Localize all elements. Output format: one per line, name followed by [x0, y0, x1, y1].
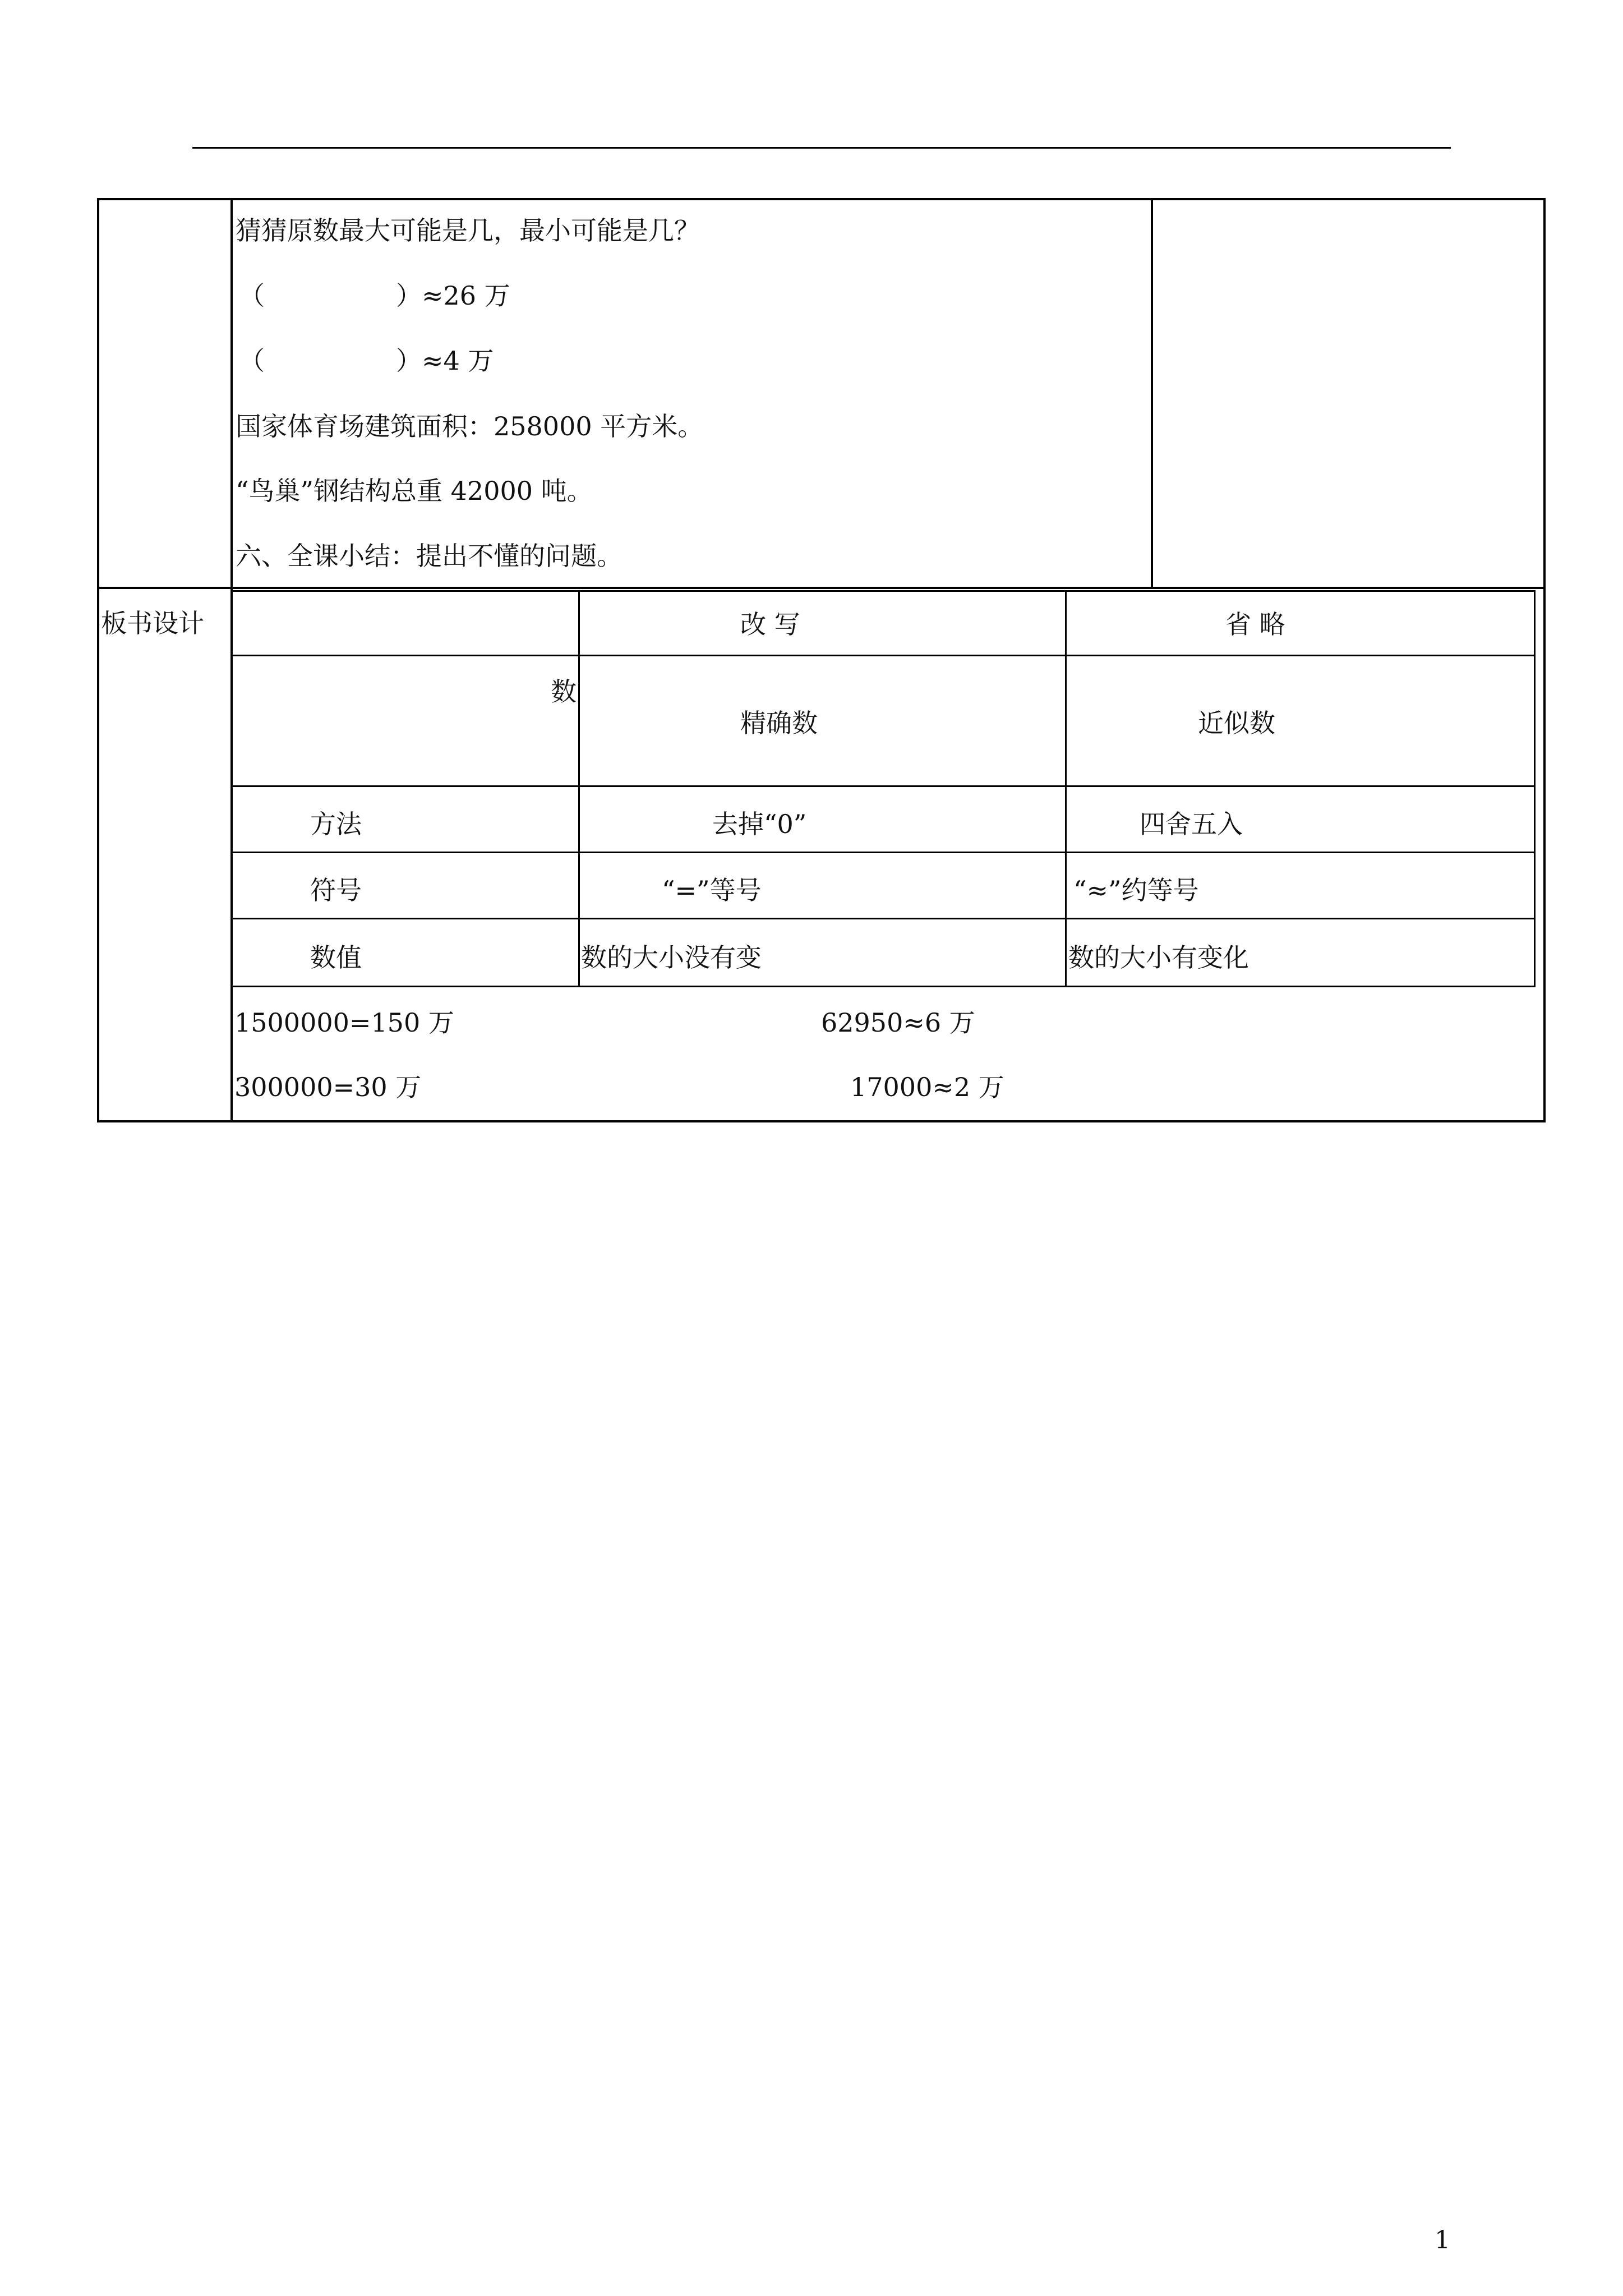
- row-number-approx-cell: [1065, 655, 1536, 787]
- method-round: 四舍五入: [1140, 809, 1243, 839]
- approx-number: 近似数: [1198, 708, 1275, 738]
- lesson-summary: 六、全课小结：提出不懂的问题。: [236, 541, 623, 571]
- example-2-rewrite: 300000=30 万: [234, 1072, 422, 1102]
- column-divider-notes: [1151, 198, 1153, 588]
- row-method-label: 方法: [310, 809, 362, 839]
- row-method-rewrite-cell: [578, 785, 1067, 853]
- symbol-approx: “≈”约等号: [1073, 875, 1199, 905]
- symbol-equals: “=”等号: [662, 875, 762, 905]
- page-number: 1: [1435, 2226, 1450, 2254]
- blank-paren-open: （: [239, 346, 265, 376]
- row-number-label: 数: [551, 677, 577, 707]
- header-cell-empty: [231, 590, 580, 656]
- stadium-area: 国家体育场建筑面积：258000 平方米。: [236, 411, 704, 441]
- value-changed: 数的大小有变化: [1068, 942, 1249, 973]
- header-cell-omit: [1065, 590, 1536, 656]
- example-1-rewrite: 1500000=150 万: [234, 1007, 454, 1038]
- row-value-label-cell: [231, 918, 580, 987]
- value-unchanged: 数的大小没有变: [581, 942, 762, 973]
- row-symbol-rewrite-cell: [578, 852, 1067, 919]
- row-method-omit-cell: [1065, 785, 1536, 853]
- example-1-approx: 62950≈6 万: [821, 1007, 975, 1038]
- row-method-label-cell: [231, 785, 580, 853]
- approx-4-wan: ）≈4 万: [396, 346, 494, 376]
- birds-nest-weight: “鸟巢”钢结构总重 42000 吨。: [236, 476, 593, 506]
- guess-question: 猜猜原数最大可能是几，最小可能是几？: [236, 215, 700, 246]
- blank-paren-open: （: [239, 280, 265, 311]
- method-remove-zero: 去掉“0”: [712, 809, 807, 839]
- row-symbol-label: 符号: [310, 875, 362, 905]
- header-rewrite: 改 写: [740, 609, 800, 639]
- row-number-exact-cell: [578, 655, 1067, 787]
- header-cell-rewrite: [578, 590, 1067, 656]
- header-rule: [192, 147, 1451, 149]
- section-divider: [97, 587, 1546, 589]
- example-2-approx: 17000≈2 万: [850, 1072, 1004, 1102]
- header-omit: 省 略: [1225, 609, 1285, 639]
- approx-26-wan: ）≈26 万: [396, 280, 510, 311]
- row-symbol-label-cell: [231, 852, 580, 919]
- board-design-label: 板书设计: [101, 608, 204, 638]
- exact-number: 精确数: [740, 708, 818, 738]
- board-table: [231, 590, 1536, 988]
- row-number-label-cell: [231, 655, 580, 787]
- row-value-label: 数值: [310, 942, 362, 973]
